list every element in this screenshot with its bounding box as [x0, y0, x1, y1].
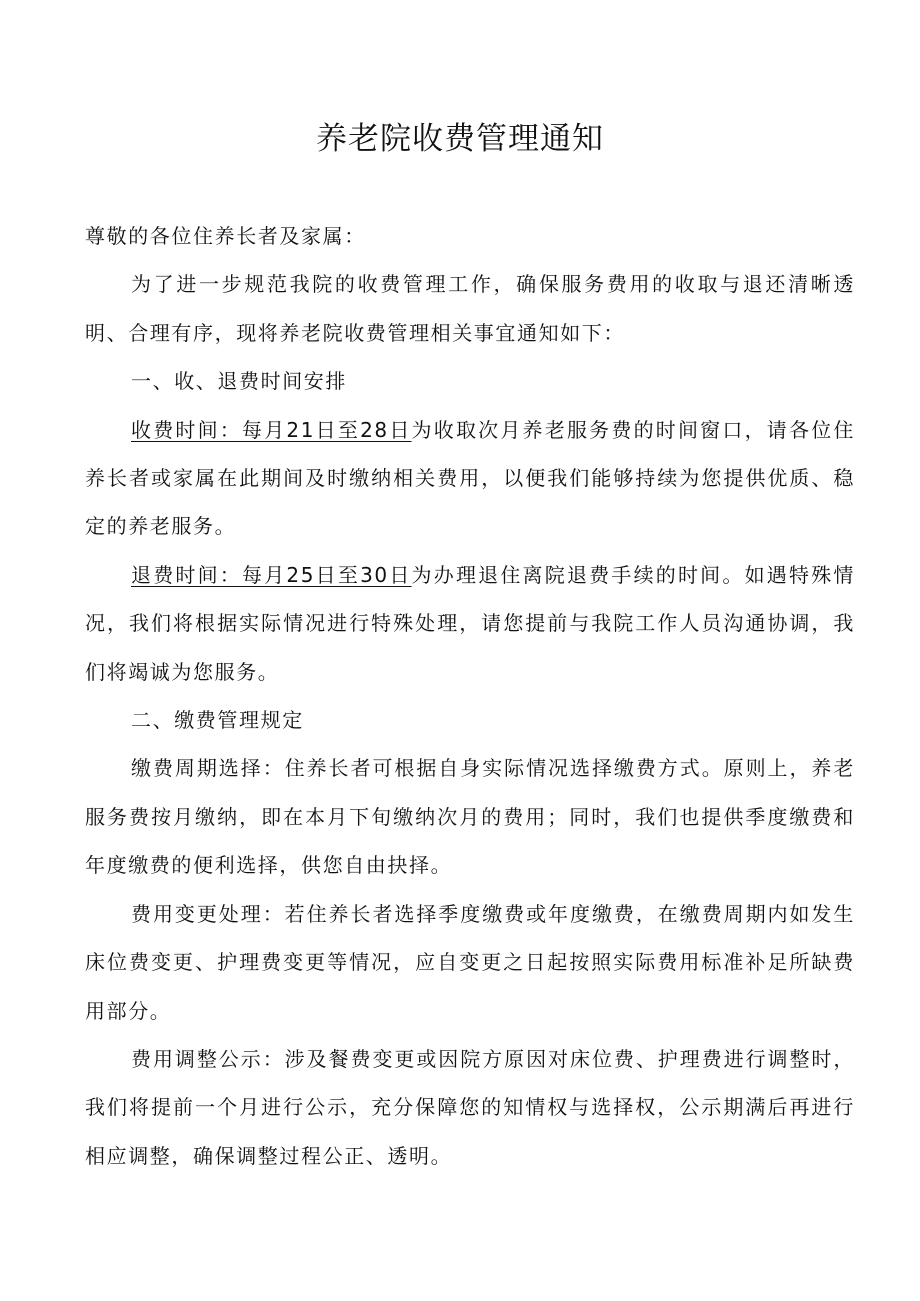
charge-time-label: 收费时间：每月21日至28日 [131, 417, 412, 442]
section-1-heading: 一、收、退费时间安排 [131, 369, 347, 394]
refund-time-label: 退费时间：每月25日至30日 [131, 562, 412, 587]
payment-cycle-paragraph: 缴费周期选择：住养长者可根据自身实际情况选择缴费方式。原则上，养老服务费按月缴纳，即在本月下旬缴纳次月的费用；同时，我们也提供季度缴费和年度缴费的便利选择，供您自由抉择。 [85, 756, 855, 878]
document-title: 养老院收费管理通知 [316, 121, 604, 157]
document-body [85, 212, 855, 1180]
intro-paragraph: 为了进一步规范我院的收费管理工作，确保服务费用的收取与退还清晰透明、合理有序，现将养老院收费管理相关事宜通知如下： [85, 272, 855, 345]
salutation: 尊敬的各位住养长者及家属： [85, 224, 366, 248]
fee-adjust-paragraph: 费用调整公示：涉及餐费变更或因院方原因对床位费、护理费进行调整时，我们将提前一个月进行公示，充分保障您的知情权与选择权，公示期满后再进行相应调整，确保调整过程公正、透明。 [85, 1046, 855, 1168]
fee-change-paragraph: 费用变更处理：若住养长者选择季度缴费或年度缴费，在缴费周期内如发生床位费变更、护理费变更等情况，应自变更之日起按照实际费用标准补足所缺费用部分。 [85, 901, 855, 1023]
charge-time-text: 为收取次月养老服务费的时间窗口，请各位住养长者或家属在此期间及时缴纳相关费用，以便我们能够持续为您提供优质、稳定的养老服务。 [85, 417, 856, 539]
refund-time-paragraph [85, 551, 855, 696]
section-2-heading: 二、缴费管理规定 [131, 708, 304, 733]
charge-time-paragraph [85, 406, 855, 551]
refund-time-text: 为办理退住离院退费手续的时间。如遇特殊情况，我们将根据实际情况进行特殊处理，请您提前与我院工作人员沟通协调，我们将竭诚为您服务。 [85, 562, 856, 684]
